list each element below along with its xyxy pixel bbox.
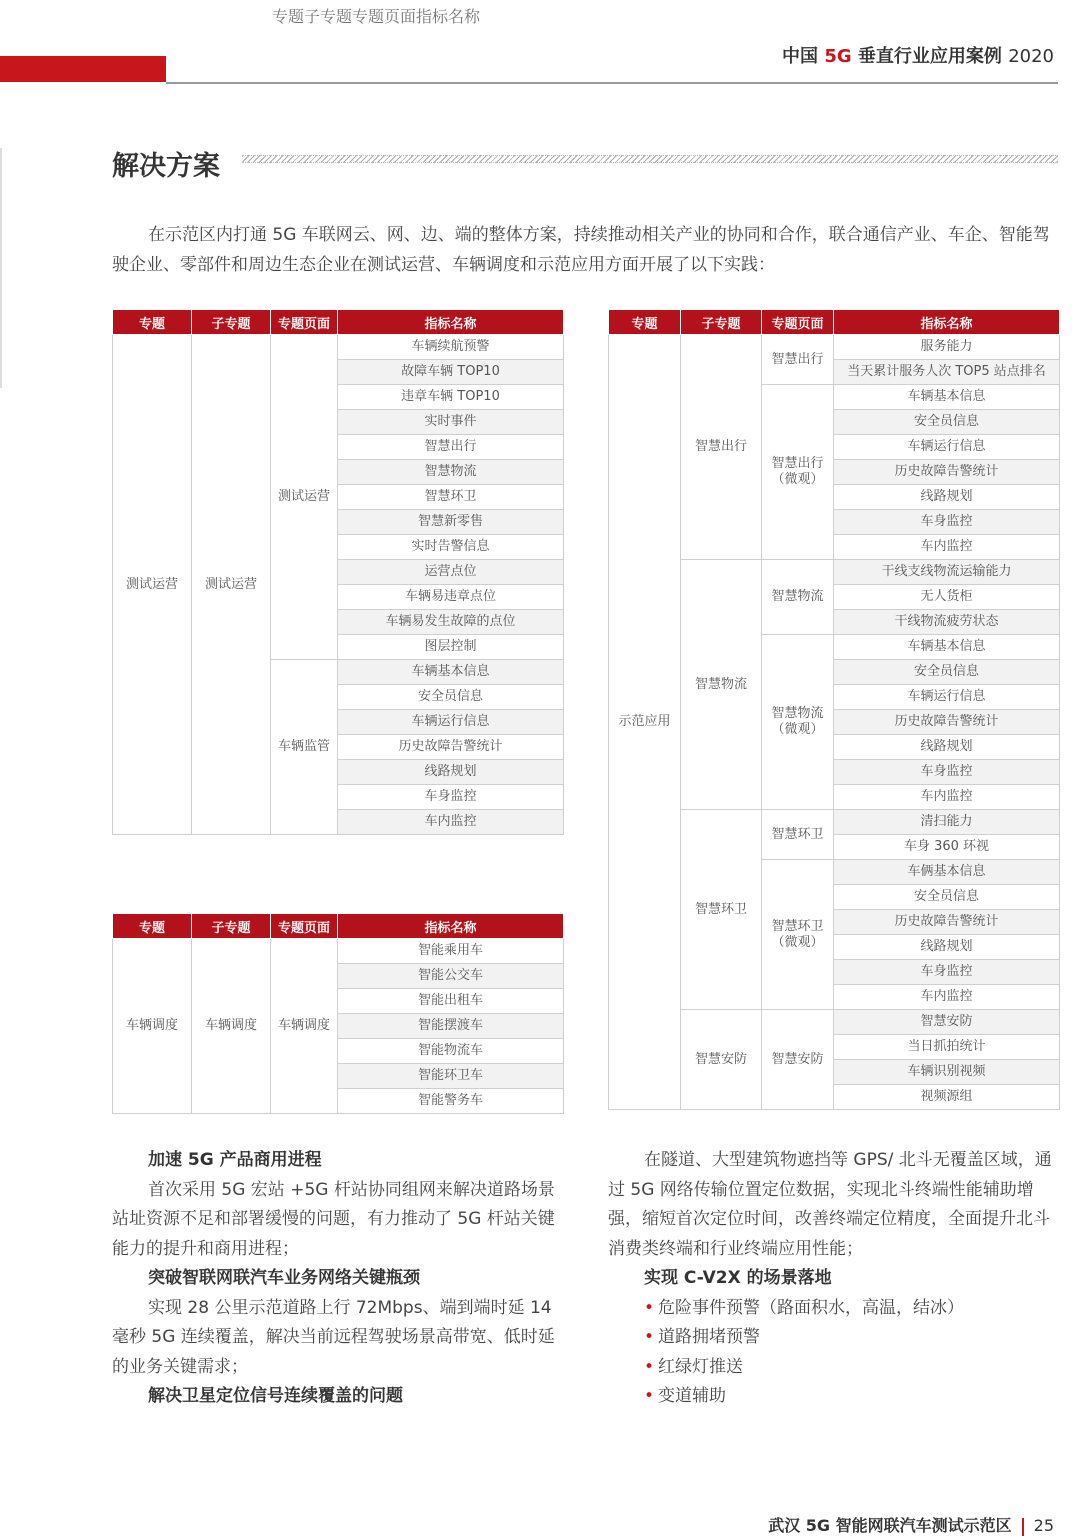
topic-cell: 车辆调度: [113, 939, 192, 1114]
page-cell: 智慧出行（微观）: [762, 385, 834, 560]
indicator-cell: 故障车辆 TOP10: [338, 360, 564, 385]
indicator-cell: 车内监控: [338, 810, 564, 835]
subtopic-cell: 智慧环卫: [681, 810, 762, 1010]
paragraph-network-bottleneck: 实现 28 公里示范道路上行 72Mbps、端到端时延 14 毫秒 5G 连续覆盖，解决当前远程驾驶场景高带宽、低时延的业务关键需求；: [112, 1297, 555, 1377]
indicator-cell: 安全员信息: [834, 885, 1060, 910]
indicator-cell: 当日抓拍统计: [834, 1035, 1060, 1060]
top-overlay-text: 专题子专题专题页面指标名称: [272, 7, 481, 26]
page-cell: 车辆调度: [271, 939, 338, 1114]
page-cell: 智慧环卫: [762, 810, 834, 860]
topic-cell: 测试运营: [113, 335, 192, 835]
indicator-cell: 车内监控: [834, 985, 1060, 1010]
subtopic-cell: 智慧出行: [681, 335, 762, 560]
subtopic-cell: 智慧物流: [681, 560, 762, 810]
bullet-item: • 道路拥堵预警: [644, 1327, 761, 1347]
indicator-cell: 历史故障告警统计: [338, 735, 564, 760]
indicator-cell: 违章车辆 TOP10: [338, 385, 564, 410]
indicator-cell: 车辆基本信息: [338, 660, 564, 685]
indicator-cell: 无人货柜: [834, 585, 1060, 610]
footer-separator: [1022, 1518, 1024, 1536]
indicator-cell: 线路规划: [834, 485, 1060, 510]
bullet-item: • 危险事件预警（路面积水，高温，结冰）: [644, 1297, 965, 1318]
left-text-block: [112, 1146, 564, 1412]
paragraph-beidou: 在隧道、大型建筑物遮挡等 GPS/ 北斗无覆盖区域，通过 5G 网络传输位置定位数据，实现北斗终端性能辅助增强，缩短首次定位时间，改善终端定位精度，全面提升北斗消费类终端和行业终端应用性能；: [608, 1150, 1052, 1259]
indicator-cell: 历史故障告警统计: [834, 460, 1060, 485]
indicator-cell: 安全员信息: [338, 685, 564, 710]
table-header-row: [113, 914, 564, 939]
topic-cell: 示范应用: [609, 335, 681, 1110]
header-indicator: 指标名称: [834, 310, 1060, 335]
indicator-cell: 运营点位: [338, 560, 564, 585]
subheading-cv2x: 实现 C-V2X 的场景落地: [644, 1268, 832, 1288]
indicator-cell: 车身 360 环视: [834, 835, 1060, 860]
paragraph-5g-commercial: 首次采用 5G 宏站 +5G 杆站协同组网来解决道路场景站址资源不足和部署缓慢的问题，有力推动了 5G 杆站关键能力的提升和商用进程；: [112, 1179, 555, 1259]
header-topic: 专题: [609, 310, 681, 335]
indicator-cell: 智慧安防: [834, 1010, 1060, 1035]
subheading-5g-commercial: 加速 5G 产品商用进程: [148, 1150, 322, 1170]
indicator-cell: 车身监控: [834, 960, 1060, 985]
header-page: 专题页面: [271, 914, 338, 939]
table-test-operations: [112, 309, 564, 835]
indicator-cell: 车辆基本信息: [834, 385, 1060, 410]
page-cell: 智慧安防: [762, 1010, 834, 1110]
indicator-cell: 线路规划: [834, 735, 1060, 760]
indicator-cell: 清扫能力: [834, 810, 1060, 835]
indicator-cell: 视频源组: [834, 1085, 1060, 1110]
bullet-dot-icon: •: [644, 1327, 655, 1347]
header-rule: [166, 82, 1058, 84]
indicator-cell: 车辆基本信息: [834, 635, 1060, 660]
page-cell: 智慧环卫（微观）: [762, 860, 834, 1010]
page-cell: 智慧物流（微观）: [762, 635, 834, 810]
table-row: [113, 939, 564, 964]
indicator-cell: 智能警务车: [338, 1089, 564, 1114]
page-cell: 智慧物流: [762, 560, 834, 635]
header-red-bar: [0, 56, 166, 82]
page-footer: [768, 1513, 1054, 1536]
indicator-cell: 智慧环卫: [338, 485, 564, 510]
indicator-cell: 智能出租车: [338, 989, 564, 1014]
header-indicator: 指标名称: [338, 310, 564, 335]
indicator-cell: 车辆运行信息: [834, 685, 1060, 710]
header-subtopic: 子专题: [192, 310, 271, 335]
indicator-cell: 服务能力: [834, 335, 1060, 360]
indicator-cell: 实时事件: [338, 410, 564, 435]
indicator-cell: 智能环卫车: [338, 1064, 564, 1089]
indicator-cell: 实时告警信息: [338, 535, 564, 560]
subheading-satellite-coverage: 解决卫星定位信号连续覆盖的问题: [148, 1386, 403, 1406]
indicator-cell: 车辆运行信息: [834, 435, 1060, 460]
indicator-cell: 车身监控: [834, 760, 1060, 785]
table-demo-application: [608, 309, 1060, 1110]
indicator-cell: 车辆易发生故障的点位: [338, 610, 564, 635]
left-edge-stripe: [0, 148, 2, 388]
right-text-block: [608, 1146, 1060, 1412]
subtopic-cell: 车辆调度: [192, 939, 271, 1114]
intro-paragraph: 在示范区内打通 5G 车联网云、网、边、端的整体方案，持续推动相关产业的协同和合作，联合通信产业、车企、智能驾驶企业、零部件和周边生态企业在测试运营、车辆调度和示范应用方面开展了以下实践：: [112, 225, 1050, 275]
indicator-cell: 当天累计服务人次 TOP5 站点排名: [834, 360, 1060, 385]
indicator-cell: 线路规划: [338, 760, 564, 785]
header-topic: 专题: [113, 310, 192, 335]
indicator-cell: 安全员信息: [834, 660, 1060, 685]
header-subtopic: 子专题: [681, 310, 762, 335]
header-indicator: 指标名称: [338, 914, 564, 939]
indicator-cell: 车辆续航预警: [338, 335, 564, 360]
indicator-cell: 车身监控: [338, 785, 564, 810]
indicator-cell: 智慧物流: [338, 460, 564, 485]
subtopic-cell: 测试运营: [192, 335, 271, 835]
bullet-item: • 变道辅助: [644, 1386, 727, 1406]
table-row: [609, 335, 1060, 360]
indicator-cell: 安全员信息: [834, 410, 1060, 435]
indicator-cell: 车内监控: [834, 535, 1060, 560]
header-topic: 专题: [113, 914, 192, 939]
header-page: 专题页面: [762, 310, 834, 335]
header-page: 专题页面: [271, 310, 338, 335]
indicator-cell: 干线物流疲劳状态: [834, 610, 1060, 635]
bullet-dot-icon: •: [644, 1356, 655, 1377]
indicator-cell: 历史故障告警统计: [834, 710, 1060, 735]
indicator-cell: 车身监控: [834, 510, 1060, 535]
indicator-cell: 车内监控: [834, 785, 1060, 810]
indicator-cell: 车俩基本信息: [834, 860, 1060, 885]
table-header-row: [113, 310, 564, 335]
indicator-cell: 历史故障告警统计: [834, 910, 1060, 935]
indicator-cell: 智能乘用车: [338, 939, 564, 964]
page-cell: 测试运营: [271, 335, 338, 660]
table-vehicle-dispatch: [112, 913, 564, 1114]
indicator-cell: 智慧新零售: [338, 510, 564, 535]
indicator-cell: 车辆运行信息: [338, 710, 564, 735]
subheading-network-bottleneck: 突破智联网联汽车业务网络关键瓶颈: [148, 1268, 420, 1288]
indicator-cell: 车辆易违章点位: [338, 585, 564, 610]
bullet-dot-icon: •: [644, 1297, 655, 1318]
page-number: 25: [1033, 1516, 1054, 1535]
indicator-cell: 智慧出行: [338, 435, 564, 460]
footer-text: 武汉 5G 智能网联汽车测试示范区: [768, 1516, 1012, 1535]
page-cell: 车辆监管: [271, 660, 338, 835]
indicator-cell: 智能公交车: [338, 964, 564, 989]
section-title-decoration: [242, 155, 1058, 163]
table-header-row: [609, 310, 1060, 335]
bullet-dot-icon: •: [644, 1386, 655, 1406]
indicator-cell: 智能摆渡车: [338, 1014, 564, 1039]
indicator-cell: 线路规划: [834, 935, 1060, 960]
table-row: [113, 335, 564, 360]
page-cell: 智慧出行: [762, 335, 834, 385]
header-subtopic: 子专题: [192, 914, 271, 939]
subtopic-cell: 智慧安防: [681, 1010, 762, 1110]
bullet-item: • 红绿灯推送: [644, 1356, 744, 1377]
section-title: 解决方案: [112, 151, 220, 182]
indicator-cell: 图层控制: [338, 635, 564, 660]
indicator-cell: 干线支线物流运输能力: [834, 560, 1060, 585]
indicator-cell: 车辆识别视频: [834, 1060, 1060, 1085]
indicator-cell: 智能物流车: [338, 1039, 564, 1064]
header-title: 中国 5G 垂直行业应用案例 2020: [782, 46, 1054, 67]
